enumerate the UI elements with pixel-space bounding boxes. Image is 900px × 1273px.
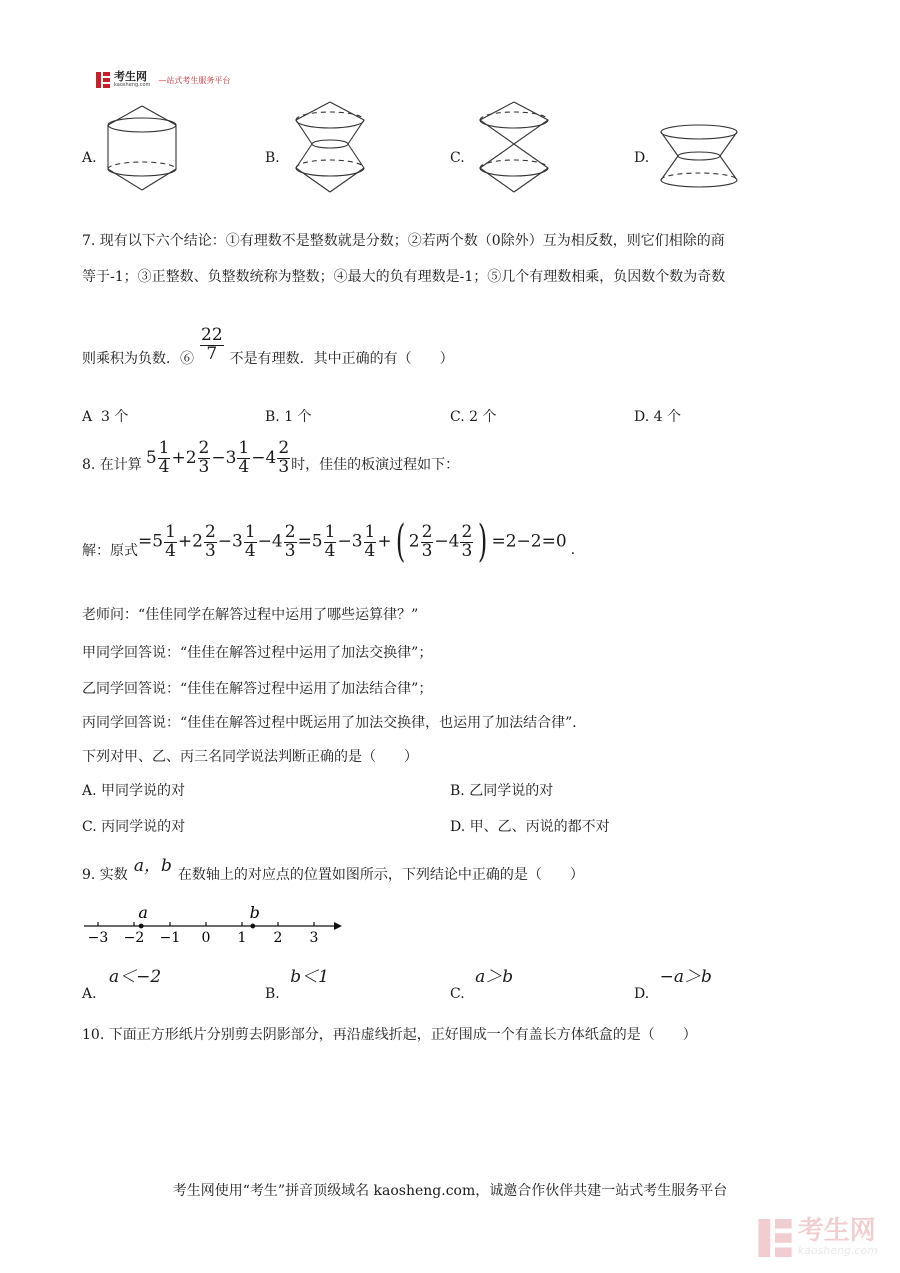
q8-option-c-letter: C. <box>82 819 97 835</box>
number-line-point-b <box>250 924 255 929</box>
q7-line-1: 7. 现有以下六个结论：①有理数不是整数就是分数；②若两个数（0除外）互为相反数，则它们相除的商 <box>82 233 725 249</box>
q7-line-3 <box>82 322 454 368</box>
logo-name: 考生网 <box>114 70 147 83</box>
q9-option-a-expr: a＜−2 <box>109 967 162 987</box>
q9-suffix: 在数轴上的对应点的位置如图所示，下列结论中正确的是（ ） <box>177 867 584 883</box>
q6-option-b-label: B. <box>265 150 280 166</box>
number-line-tick-label: −2 <box>123 930 145 946</box>
q7-line-3-after: 不是有理数．其中正确的有（ ） <box>229 351 454 367</box>
q6-figure-b <box>288 100 372 196</box>
q7-option-c-text: 2 个 <box>469 409 497 425</box>
q8-prefix: 8. 在计算 <box>82 457 142 474</box>
q8-teacher-question: 老师问：“佳佳同学在解答过程中运用了哪些运算律？” <box>82 607 419 623</box>
number-line-point-b-label: b <box>249 903 260 922</box>
q9-option-b-letter: B. <box>265 986 280 1002</box>
q8-option-c-text: 丙同学说的对 <box>101 819 186 835</box>
number-line-tick-label: −1 <box>159 930 181 946</box>
number-line-arrow-icon <box>334 922 342 930</box>
q8-option-d-letter: D. <box>450 819 466 835</box>
q6-figure-d <box>656 122 742 192</box>
q8-question: 下列对甲、乙、丙三名同学说法判断正确的是（ ） <box>82 749 418 765</box>
q7-option-d <box>634 406 681 426</box>
q8-option-a-text: 甲同学说的对 <box>101 783 186 799</box>
q8-expression: 5 $\frac{1}{4}$ +2 $\frac{2}{3}$ −3 $\frac{1}{4}$ −4 $\frac{2}{3}$ <box>145 438 290 477</box>
number-line-tick-label: 2 <box>273 930 283 946</box>
q8-option-b <box>450 780 553 800</box>
q6-figure-a <box>100 104 184 194</box>
q7-fraction-num: 22 <box>201 324 223 345</box>
q7-fraction-den: 7 <box>206 343 218 364</box>
q9-option-b-expr: b＜1 <box>290 967 329 987</box>
q8-solution-label: 解：原式 <box>82 543 138 559</box>
q8-option-b-letter: B. <box>450 783 465 799</box>
q9-option-d <box>634 962 712 1002</box>
q6-option-a-label: A. <box>82 150 97 166</box>
header-logo <box>96 72 230 88</box>
q8-suffix: 时，佳佳的板演过程如下： <box>291 457 460 474</box>
q8-jia-answer: 甲同学回答说：“佳佳在解答过程中运用了加法交换律”； <box>82 645 433 661</box>
q8-solution-expression: =5 $\frac{1}{4}$ +2 $\frac{2}{3}$ −3 $\frac{1}{4}$ −4 $\frac{2}{3}$ =5 $\frac{1}{4}$ −3 $\frac{1}{4}$ +( 2 $\frac{2}{3}$ −4 $\frac{2}{3}$ ) =2−2=0 <box>138 516 567 567</box>
watermark-domain: kaosheng.com <box>797 1244 878 1257</box>
number-line-point-a <box>139 924 144 929</box>
q9-option-d-letter: D. <box>634 986 650 1002</box>
q8-option-d-text: 甲、乙、丙说的都不对 <box>469 819 610 835</box>
number-line-tick-label: 1 <box>237 930 247 946</box>
q7-option-b-letter: B. <box>265 409 280 425</box>
q9-option-c-expr: a＞b <box>475 967 514 987</box>
q9-option-a-letter: A. <box>82 986 97 1002</box>
q8-option-c <box>82 816 185 836</box>
q7-option-d-letter: D. <box>634 409 650 425</box>
number-line-tick-label: 3 <box>309 930 319 946</box>
number-line-tick-label: 0 <box>201 930 211 946</box>
q9-number-line <box>80 896 344 950</box>
number-line-tick-label: −3 <box>87 930 109 946</box>
q9-option-c <box>450 962 514 1002</box>
q7-option-c <box>450 406 496 426</box>
watermark-logo-icon <box>758 1219 792 1257</box>
watermark <box>758 1218 878 1257</box>
q6-option-c-label: C. <box>450 150 465 166</box>
number-line-point-a-label: a <box>138 903 148 922</box>
q7-option-a <box>82 406 128 426</box>
logo-domain: kaosheng.com <box>114 82 151 88</box>
q7-fraction <box>200 324 224 364</box>
page-footer: 考生网使用“考生”拼音顶级域名 kaosheng.com，诚邀合作伙伴共建一站式考生服务平台 <box>172 1183 728 1199</box>
watermark-name: 考生网 <box>797 1216 876 1246</box>
q10-prompt: 10. 下面正方形纸片分别剪去阴影部分，再沿虚线折起，正好围成一个有盖长方体纸盒的是（ ） <box>82 1027 697 1043</box>
q8-option-a <box>82 780 185 800</box>
q9-option-b <box>265 962 329 1002</box>
kaosheng-logo-icon <box>96 72 110 88</box>
q8-yi-answer: 乙同学回答说：“佳佳在解答过程中运用了加法结合律”； <box>82 681 433 697</box>
q7-line-2: 等于-1；③正整数、负整数统称为整数；④最大的负有理数是-1；⑤几个有理数相乘，负因数个数为奇数 <box>82 269 726 285</box>
q7-option-d-text: 4 个 <box>653 409 681 425</box>
q7-option-a-letter: A <box>82 409 93 425</box>
q8-option-a-letter: A. <box>82 783 97 799</box>
q9-option-a <box>82 962 162 1002</box>
q8-option-b-text: 乙同学说的对 <box>469 783 554 799</box>
q8-solution: 解：原式 =5 $\frac{1}{4}$ +2 $\frac{2}{3}$ −3 $\frac{1}{4}$ −4 $\frac{2}{3}$ =5 $\frac{1}{4}$ −3 $\frac{1}{4}$ +( 2 $\frac{2}{3}$ −4 $\frac{2}{3}$ ) =2−2=0 . <box>82 516 576 567</box>
q6-option-d-label: D. <box>634 150 650 166</box>
q9-prompt <box>82 850 584 884</box>
q8-prompt <box>82 440 459 477</box>
q9-option-c-letter: C. <box>450 986 465 1002</box>
q7-option-a-text: 3 个 <box>101 409 129 425</box>
q9-vars: a，b <box>133 855 172 876</box>
q8-option-d <box>450 816 610 836</box>
q7-option-c-letter: C. <box>450 409 465 425</box>
logo-slogan: —站式考生服务平台 <box>158 75 231 85</box>
q8-bing-answer: 丙同学回答说：“佳佳在解答过程中既运用了加法交换律，也运用了加法结合律”． <box>82 715 587 731</box>
q7-option-b <box>265 406 312 426</box>
q9-prefix: 9. 实数 <box>82 867 128 883</box>
q7-option-b-text: 1 个 <box>284 409 312 425</box>
q6-figure-c <box>472 100 556 196</box>
q9-option-d-expr: −a＞b <box>659 967 712 987</box>
q7-line-3-before: 则乘积为负数．⑥ <box>82 351 194 367</box>
